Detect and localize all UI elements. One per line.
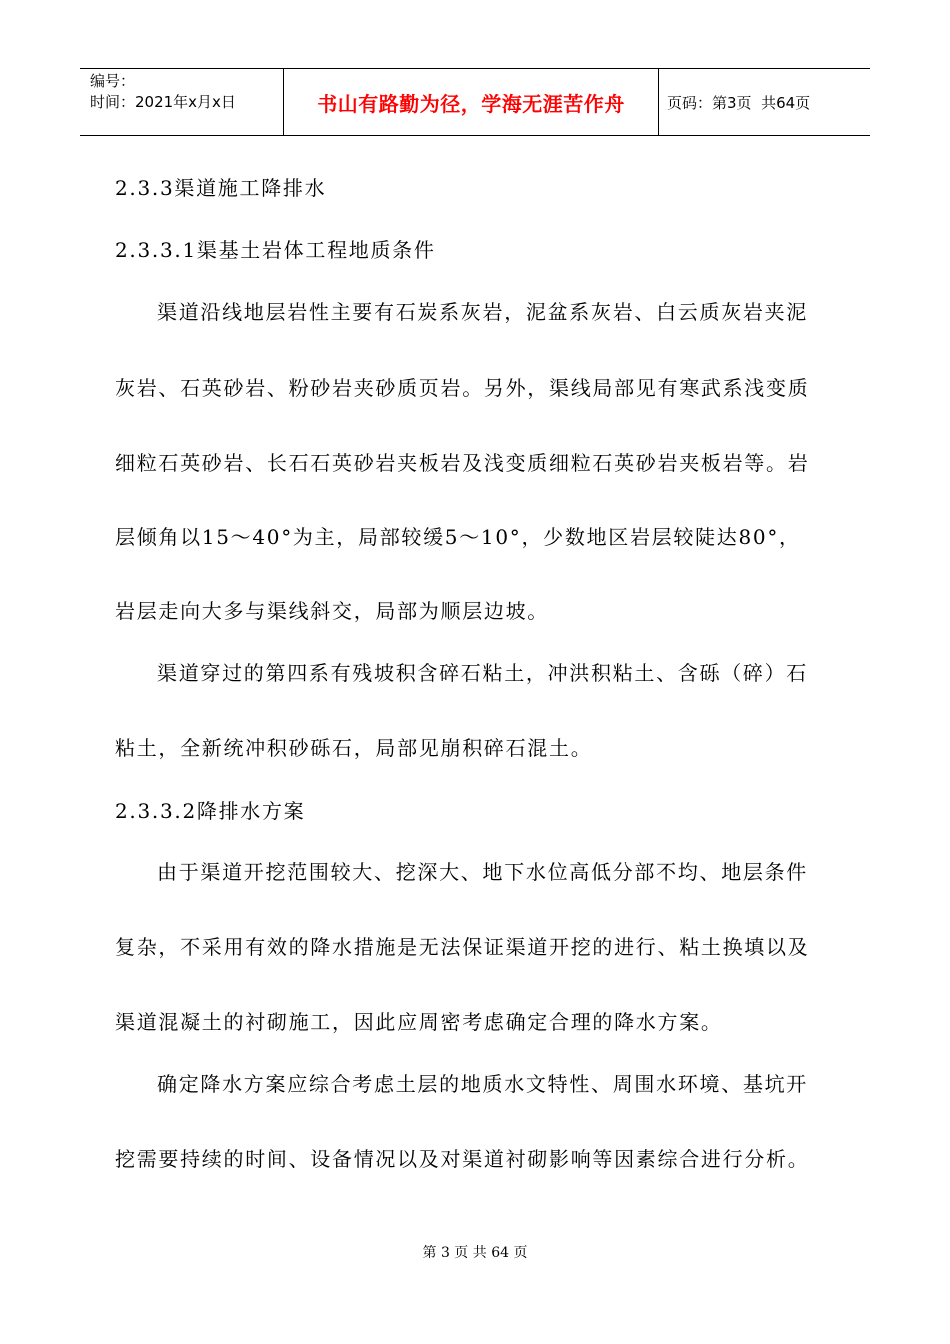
- subsection-heading: 2.3.3.1渠基土岩体工程地质条件: [115, 238, 436, 262]
- header-page-info: 页码：第3页 共64页: [667, 93, 811, 112]
- paragraph-line: 灰岩、石英砂岩、粉砂岩夹砂质页岩。另外，渠线局部见有寒武系浅变质: [115, 376, 810, 400]
- paragraph-line: 渠道沿线地层岩性主要有石炭系灰岩，泥盆系灰岩、白云质灰岩夹泥: [157, 300, 808, 324]
- header-motto: 书山有路勤为径，学海无涯苦作舟: [317, 91, 625, 116]
- section-heading: 2.3.3渠道施工降排水: [115, 176, 327, 200]
- paragraph-line: 岩层走向大多与渠线斜交，局部为顺层边坡。: [115, 599, 549, 623]
- paragraph-line: 细粒石英砂岩、长石石英砂岩夹板岩及浅变质细粒石英砂岩夹板岩等。岩: [115, 451, 810, 475]
- paragraph-line: 渠道穿过的第四系有残坡积含碎石粘土，冲洪积粘土、含砾（碎）石: [157, 661, 808, 685]
- page-footer: 第 3 页 共 64 页: [422, 1245, 528, 1261]
- document-number-label: 编号：: [90, 72, 136, 90]
- paragraph-line: 粘土，全新统冲积砂砾石，局部见崩积碎石混土。: [115, 736, 593, 760]
- paragraph-line: 层倾角以15～40°为主，局部较缓5～10°，少数地区岩层较陡达80°，: [115, 525, 801, 549]
- paragraph-line: 挖需要持续的时间、设备情况以及对渠道衬砌影响等因素综合进行分析。: [115, 1147, 810, 1171]
- paragraph-line: 由于渠道开挖范围较大、挖深大、地下水位高低分部不均、地层条件: [157, 860, 808, 884]
- document-date-label: 时间：2021年x月x日: [90, 93, 236, 111]
- subsection-heading: 2.3.3.2降排水方案: [115, 799, 306, 823]
- paragraph-line: 复杂，不采用有效的降水措施是无法保证渠道开挖的进行、粘土换填以及: [115, 935, 810, 959]
- paragraph-line: 渠道混凝土的衬砌施工，因此应周密考虑确定合理的降水方案。: [115, 1010, 723, 1034]
- paragraph-line: 确定降水方案应综合考虑土层的地质水文特性、周围水环境、基坑开: [157, 1072, 808, 1096]
